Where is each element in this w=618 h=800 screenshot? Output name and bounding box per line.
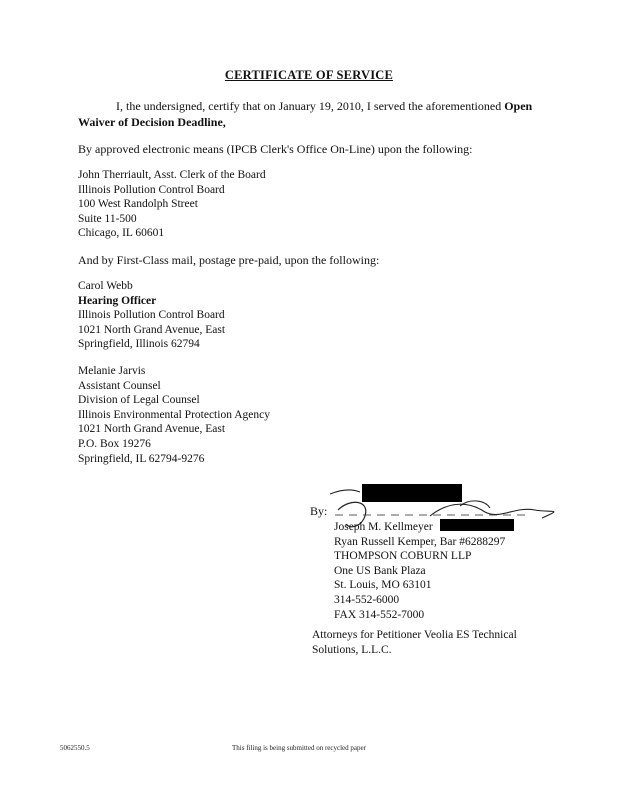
recipient-3-line: Melanie Jarvis — [78, 365, 146, 377]
recipient-block-3 — [78, 364, 270, 466]
signature-block — [334, 520, 505, 622]
signature-area — [310, 480, 600, 700]
electronic-service-line: By approved electronic means (IPCB Clerk's Office On-Line) upon the following: — [78, 142, 473, 156]
recipient-3-line: 1021 North Grand Avenue, East — [78, 423, 226, 436]
attorneys-line: Attorneys for Petitioner Veolia ES Technical — [312, 629, 517, 641]
signature-line: THOMPSON COBURN LLP — [334, 550, 472, 563]
recipient-1-line: John Therriault, Asst. Clerk of the Board — [78, 169, 266, 181]
recipient-1-line: 100 West Randolph Street — [78, 198, 198, 211]
footer-doc-number: 5062550.5 — [60, 744, 90, 752]
recipient-1-line: Chicago, IL 60601 — [78, 227, 165, 240]
recipient-2-line: Springfield, Illinois 62794 — [78, 338, 200, 351]
signature-line: Ryan Russell Kemper, Bar #6288297 — [334, 535, 506, 548]
recipient-2-name: Carol Webb — [78, 280, 133, 292]
recipient-3-line: P.O. Box 19276 — [78, 437, 151, 450]
mail-service-line: And by First-Class mail, postage pre-paid, upon the following: — [78, 253, 380, 267]
footer-recycled-note: This filing is being submitted on recycled paper — [232, 744, 366, 752]
signature-line: 314-552-6000 — [334, 593, 400, 606]
signature-line: One US Bank Plaza — [334, 564, 426, 577]
recipient-2-line: Illinois Pollution Control Board — [78, 309, 225, 322]
recipient-1-line: Illinois Pollution Control Board — [78, 183, 225, 196]
recipient-1-line: Suite 11-500 — [78, 212, 137, 225]
recipient-block-2 — [78, 279, 225, 352]
recipient-3-line: Springfield, IL 62794-9276 — [78, 452, 205, 465]
document-title: CERTIFICATE OF SERVICE — [224, 68, 394, 82]
signature-by-label: By: — [310, 504, 328, 518]
signature-line: St. Louis, MO 63101 — [334, 579, 432, 592]
intro-paragraph — [78, 98, 548, 130]
intro-bold-title: Open Waiver of Decision Deadline, — [78, 99, 533, 129]
recipient-3-line: Assistant Counsel — [78, 379, 161, 392]
intro-text: I, the undersigned, certify that on January 19, 2010, I served the aforementioned — [116, 99, 505, 113]
signature-line: FAX 314-552-7000 — [334, 608, 425, 621]
recipient-block-1 — [78, 168, 266, 241]
signature-line: Joseph M. Kellmeyer — [334, 521, 433, 533]
recipient-3-line: Illinois Environmental Protection Agency — [78, 408, 270, 421]
attorneys-for-block — [312, 628, 517, 658]
recipient-2-line: 1021 North Grand Avenue, East — [78, 323, 226, 336]
recipient-3-line: Division of Legal Counsel — [78, 394, 200, 407]
attorneys-line: Solutions, L.L.C. — [312, 644, 392, 656]
recipient-2-role: Hearing Officer — [78, 294, 157, 307]
